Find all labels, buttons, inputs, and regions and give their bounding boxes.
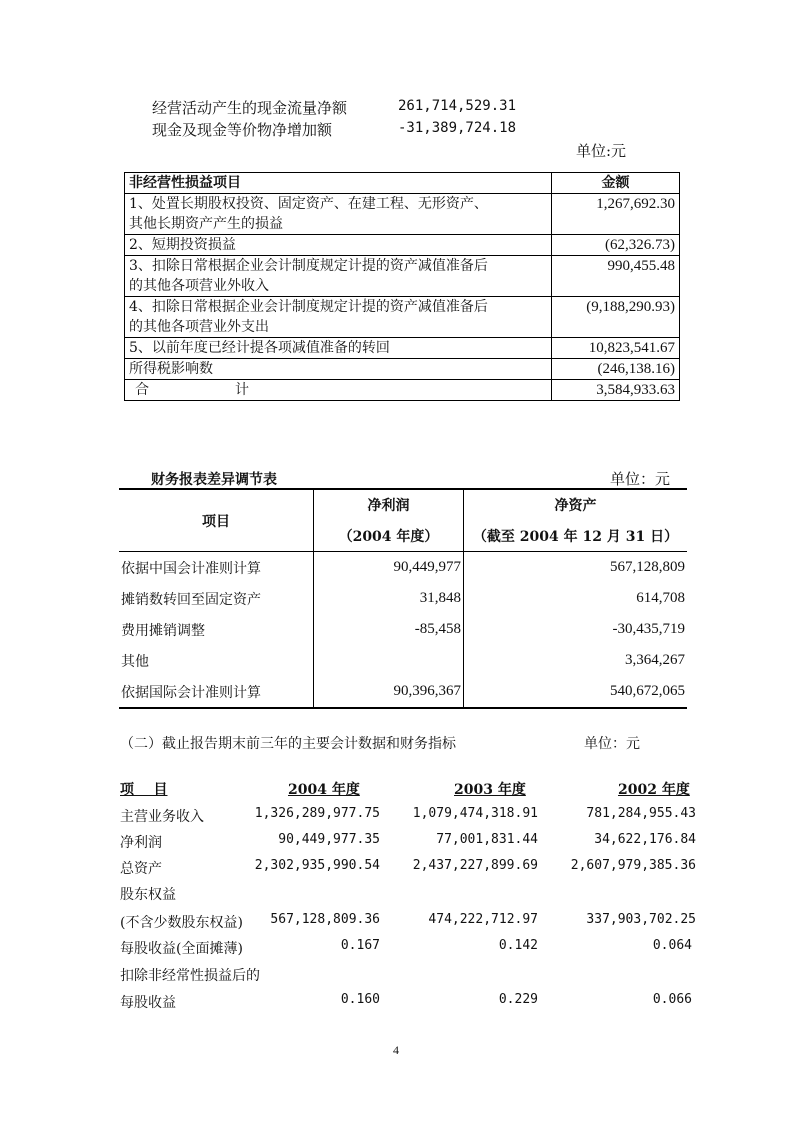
row-profit: 31,848 xyxy=(314,583,464,614)
row-amount: (246,138.16) xyxy=(552,359,680,380)
row-label: 每股收益 xyxy=(120,995,176,1011)
header-2002: 2002 年度 xyxy=(618,782,690,798)
section-title: （二）截止报告期末前三年的主要会计数据和财务指标 xyxy=(120,736,456,752)
section-unit: 单位：元 xyxy=(584,736,640,752)
header-2004: 2004 年度 xyxy=(288,782,360,798)
row-amount: 1,267,692.30 xyxy=(552,194,680,235)
table-row xyxy=(125,297,680,338)
table-row xyxy=(120,965,700,991)
row-2002: 0.066 xyxy=(652,992,692,1007)
table-row xyxy=(125,256,680,297)
row-assets: 614,708 xyxy=(464,583,688,614)
row-profit xyxy=(314,645,464,676)
table-row xyxy=(120,858,700,884)
table-row xyxy=(119,614,687,645)
row-2004: 1,326,289,977.75 xyxy=(254,806,380,821)
row-2003: 0.142 xyxy=(498,938,538,953)
row-label: 依据国际会计准则计算 xyxy=(119,676,314,708)
table-row xyxy=(119,676,687,708)
header-item: 非经营性损益项目 xyxy=(125,173,552,194)
table-row xyxy=(119,583,687,614)
row-item: 5、以前年度已经计提各项减值准备的转回 xyxy=(125,338,552,359)
row-label: 股东权益 xyxy=(120,887,176,903)
cash-flow-line-label: 经营活动产生的现金流量净额 xyxy=(152,99,348,117)
row-amount: 990,455.48 xyxy=(552,256,680,297)
row-assets: 540,672,065 xyxy=(464,676,688,708)
table-row xyxy=(120,912,700,938)
row-label: 其他 xyxy=(121,653,149,670)
cash-flow-line-value: 261,714,529.31 xyxy=(398,98,517,114)
non-recurring-items-table xyxy=(124,172,680,401)
cash-increase-line-value: -31,389,724.18 xyxy=(398,120,517,136)
row-assets: 567,128,809 xyxy=(464,552,688,584)
table-row xyxy=(120,806,700,832)
table-row xyxy=(119,645,687,676)
row-profit: -85,458 xyxy=(314,614,464,645)
row-profit: 90,449,977 xyxy=(314,552,464,584)
row-2004: 90,449,977.35 xyxy=(278,832,380,847)
row-label: 扣除非经常性损益后的 xyxy=(120,968,260,984)
total-amount: 3,584,933.63 xyxy=(552,380,680,401)
row-item: 1、处置长期股权投资、固定资产、在建工程、无形资产、 其他长期资产产生的损益 xyxy=(125,194,552,235)
table-row xyxy=(120,938,700,964)
table-row xyxy=(119,552,687,584)
table-total-row xyxy=(125,380,680,401)
row-item: 2、短期投资损益 xyxy=(125,235,552,256)
row-label: 总资产 xyxy=(120,861,162,877)
reconciliation-title: 财务报表差异调节表 xyxy=(151,472,277,488)
table-row xyxy=(120,992,700,1018)
row-2002: 34,622,176.84 xyxy=(594,832,696,847)
row-2004: 2,302,935,990.54 xyxy=(254,858,380,873)
row-item: 所得税影响数 xyxy=(125,359,552,380)
table-header-row xyxy=(125,173,680,194)
row-2003: 2,437,227,899.69 xyxy=(412,858,538,873)
header-2003: 2003 年度 xyxy=(454,782,526,798)
row-2004: 567,128,809.36 xyxy=(270,912,380,927)
table-header-row xyxy=(119,489,687,520)
table-row xyxy=(125,359,680,380)
header-assets-sub: （截至 2004 年 12 月 31 日） xyxy=(464,520,688,552)
row-2002: 781,284,955.43 xyxy=(586,806,696,821)
row-2004: 0.160 xyxy=(340,992,380,1007)
reconciliation-table xyxy=(119,488,687,709)
total-label: 合 计 xyxy=(125,380,552,401)
row-2002: 337,903,702.25 xyxy=(586,912,696,927)
row-label: (不含少数股东权益) xyxy=(120,915,243,931)
row-2004: 0.167 xyxy=(340,938,380,953)
header-item: 项目 xyxy=(119,489,314,552)
row-2003: 77,001,831.44 xyxy=(436,832,538,847)
row-2002: 2,607,979,385.36 xyxy=(570,858,696,873)
header-assets: 净资产 xyxy=(464,489,688,520)
row-label: 费用摊销调整 xyxy=(121,622,205,639)
row-item: 3、扣除日常根据企业会计制度规定计提的资产减值准备后 的其他各项营业外收入 xyxy=(125,256,552,297)
row-label: 摊销数转回至固定资产 xyxy=(121,591,261,608)
table-row xyxy=(120,884,700,910)
header-item: 项 目 xyxy=(120,782,168,798)
table-row xyxy=(125,235,680,256)
row-2003: 1,079,474,318.91 xyxy=(412,806,538,821)
row-amount: 10,823,541.67 xyxy=(552,338,680,359)
row-2003: 474,222,712.97 xyxy=(428,912,538,927)
row-assets: 3,364,267 xyxy=(464,645,688,676)
row-label: 净利润 xyxy=(120,835,162,851)
row-2003: 0.229 xyxy=(498,992,538,1007)
cash-increase-line-label: 现金及现金等价物净增加额 xyxy=(152,121,333,139)
table-row xyxy=(120,832,700,858)
row-amount: (62,326.73) xyxy=(552,235,680,256)
row-amount: (9,188,290.93) xyxy=(552,297,680,338)
row-assets: -30,435,719 xyxy=(464,614,688,645)
row-label: 每股收益(全面摊薄) xyxy=(120,941,243,957)
row-profit: 90,396,367 xyxy=(314,676,464,708)
row-2002: 0.064 xyxy=(652,938,692,953)
key-data-header-row xyxy=(120,779,700,805)
row-label: 依据中国会计准则计算 xyxy=(121,560,261,577)
header-profit-sub: （2004 年度） xyxy=(314,520,464,552)
unit-label-1: 单位:元 xyxy=(576,142,627,160)
row-item: 4、扣除日常根据企业会计制度规定计提的资产减值准备后 的其他各项营业外支出 xyxy=(125,297,552,338)
header-amount: 金额 xyxy=(552,173,680,194)
header-profit: 净利润 xyxy=(314,489,464,520)
table-row xyxy=(125,338,680,359)
page-number: 4 xyxy=(393,1043,399,1057)
reconciliation-unit: 单位：元 xyxy=(610,470,671,488)
table-row xyxy=(125,194,680,235)
row-label: 主营业务收入 xyxy=(120,809,204,825)
